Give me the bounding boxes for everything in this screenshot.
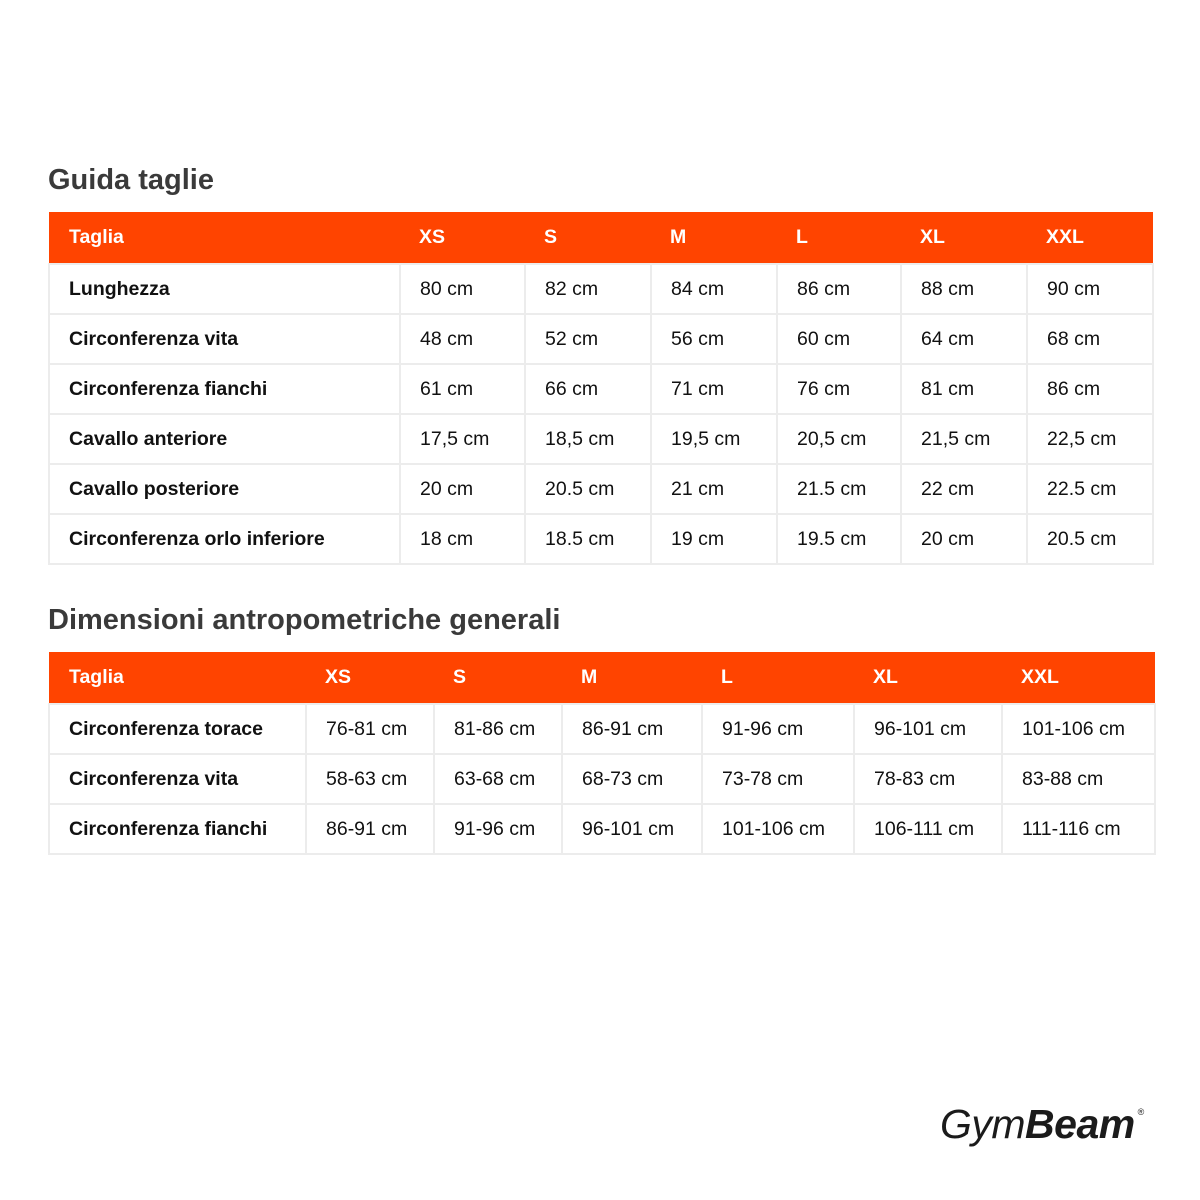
header-cell: M [562,652,702,704]
table-cell: 91-96 cm [702,704,854,754]
row-label: Circonferenza torace [49,704,306,754]
table-cell: 86-91 cm [562,704,702,754]
size-guide-title: Guida taglie [48,164,214,196]
table-cell: 60 cm [777,314,901,364]
header-cell: XXL [1027,212,1153,264]
gymbeam-logo [940,1101,1144,1147]
table-cell: 73-78 cm [702,754,854,804]
header-cell: XS [400,212,525,264]
row-label: Circonferenza vita [49,754,306,804]
header-cell: M [651,212,777,264]
table-row [49,314,1153,364]
table-cell: 52 cm [525,314,651,364]
table-cell: 101-106 cm [1002,704,1155,754]
logo-text-gym: Gym [940,1101,1026,1147]
header-cell: XL [901,212,1027,264]
table-row [49,704,1155,754]
registered-mark: ® [1137,1107,1144,1117]
table-cell: 86 cm [1027,364,1153,414]
header-cell: L [777,212,901,264]
table-cell: 88 cm [901,264,1027,314]
table-cell: 82 cm [525,264,651,314]
header-cell: XS [306,652,434,704]
table-cell: 83-88 cm [1002,754,1155,804]
logo-text-beam: Beam [1025,1101,1135,1147]
table-cell: 64 cm [901,314,1027,364]
table-cell: 22,5 cm [1027,414,1153,464]
table-cell: 76-81 cm [306,704,434,754]
table-cell: 20 cm [901,514,1027,564]
table-cell: 18 cm [400,514,525,564]
table-cell: 63-68 cm [434,754,562,804]
row-label: Lunghezza [49,264,400,314]
table-cell: 18.5 cm [525,514,651,564]
table-header-row [49,652,1155,704]
table-cell: 81-86 cm [434,704,562,754]
table-cell: 21.5 cm [777,464,901,514]
header-cell: S [525,212,651,264]
anthropometric-title: Dimensioni antropometriche generali [48,604,561,636]
table-row [49,754,1155,804]
table-cell: 21 cm [651,464,777,514]
table-cell: 18,5 cm [525,414,651,464]
table-cell: 22 cm [901,464,1027,514]
anthropometric-table [48,652,1156,855]
table-cell: 90 cm [1027,264,1153,314]
table-cell: 81 cm [901,364,1027,414]
table-cell: 78-83 cm [854,754,1002,804]
table-cell: 76 cm [777,364,901,414]
table-cell: 91-96 cm [434,804,562,854]
row-label: Circonferenza fianchi [49,804,306,854]
table-cell: 21,5 cm [901,414,1027,464]
table-cell: 86-91 cm [306,804,434,854]
row-label: Circonferenza orlo inferiore [49,514,400,564]
table-cell: 106-111 cm [854,804,1002,854]
row-label: Circonferenza vita [49,314,400,364]
table-cell: 56 cm [651,314,777,364]
row-label: Cavallo posteriore [49,464,400,514]
table-row [49,364,1153,414]
table-cell: 96-101 cm [562,804,702,854]
row-label: Cavallo anteriore [49,414,400,464]
table-row [49,804,1155,854]
table-cell: 86 cm [777,264,901,314]
table-row [49,514,1153,564]
table-cell: 20,5 cm [777,414,901,464]
table-cell: 20 cm [400,464,525,514]
header-cell: XXL [1002,652,1155,704]
table-cell: 20.5 cm [1027,514,1153,564]
table-cell: 19.5 cm [777,514,901,564]
table-cell: 19,5 cm [651,414,777,464]
table-cell: 58-63 cm [306,754,434,804]
row-label: Circonferenza fianchi [49,364,400,414]
table-cell: 68-73 cm [562,754,702,804]
header-cell: XL [854,652,1002,704]
table-cell: 68 cm [1027,314,1153,364]
table-cell: 96-101 cm [854,704,1002,754]
table-cell: 84 cm [651,264,777,314]
table-row [49,414,1153,464]
table-cell: 61 cm [400,364,525,414]
header-cell: L [702,652,854,704]
size-guide-table [48,212,1154,565]
table-cell: 111-116 cm [1002,804,1155,854]
table-cell: 101-106 cm [702,804,854,854]
table-cell: 66 cm [525,364,651,414]
header-cell: S [434,652,562,704]
table-cell: 19 cm [651,514,777,564]
table-cell: 22.5 cm [1027,464,1153,514]
table-header-row [49,212,1153,264]
table-cell: 17,5 cm [400,414,525,464]
header-cell: Taglia [49,652,306,704]
table-cell: 80 cm [400,264,525,314]
table-row [49,464,1153,514]
table-cell: 20.5 cm [525,464,651,514]
table-cell: 48 cm [400,314,525,364]
table-row [49,264,1153,314]
header-cell: Taglia [49,212,400,264]
table-cell: 71 cm [651,364,777,414]
